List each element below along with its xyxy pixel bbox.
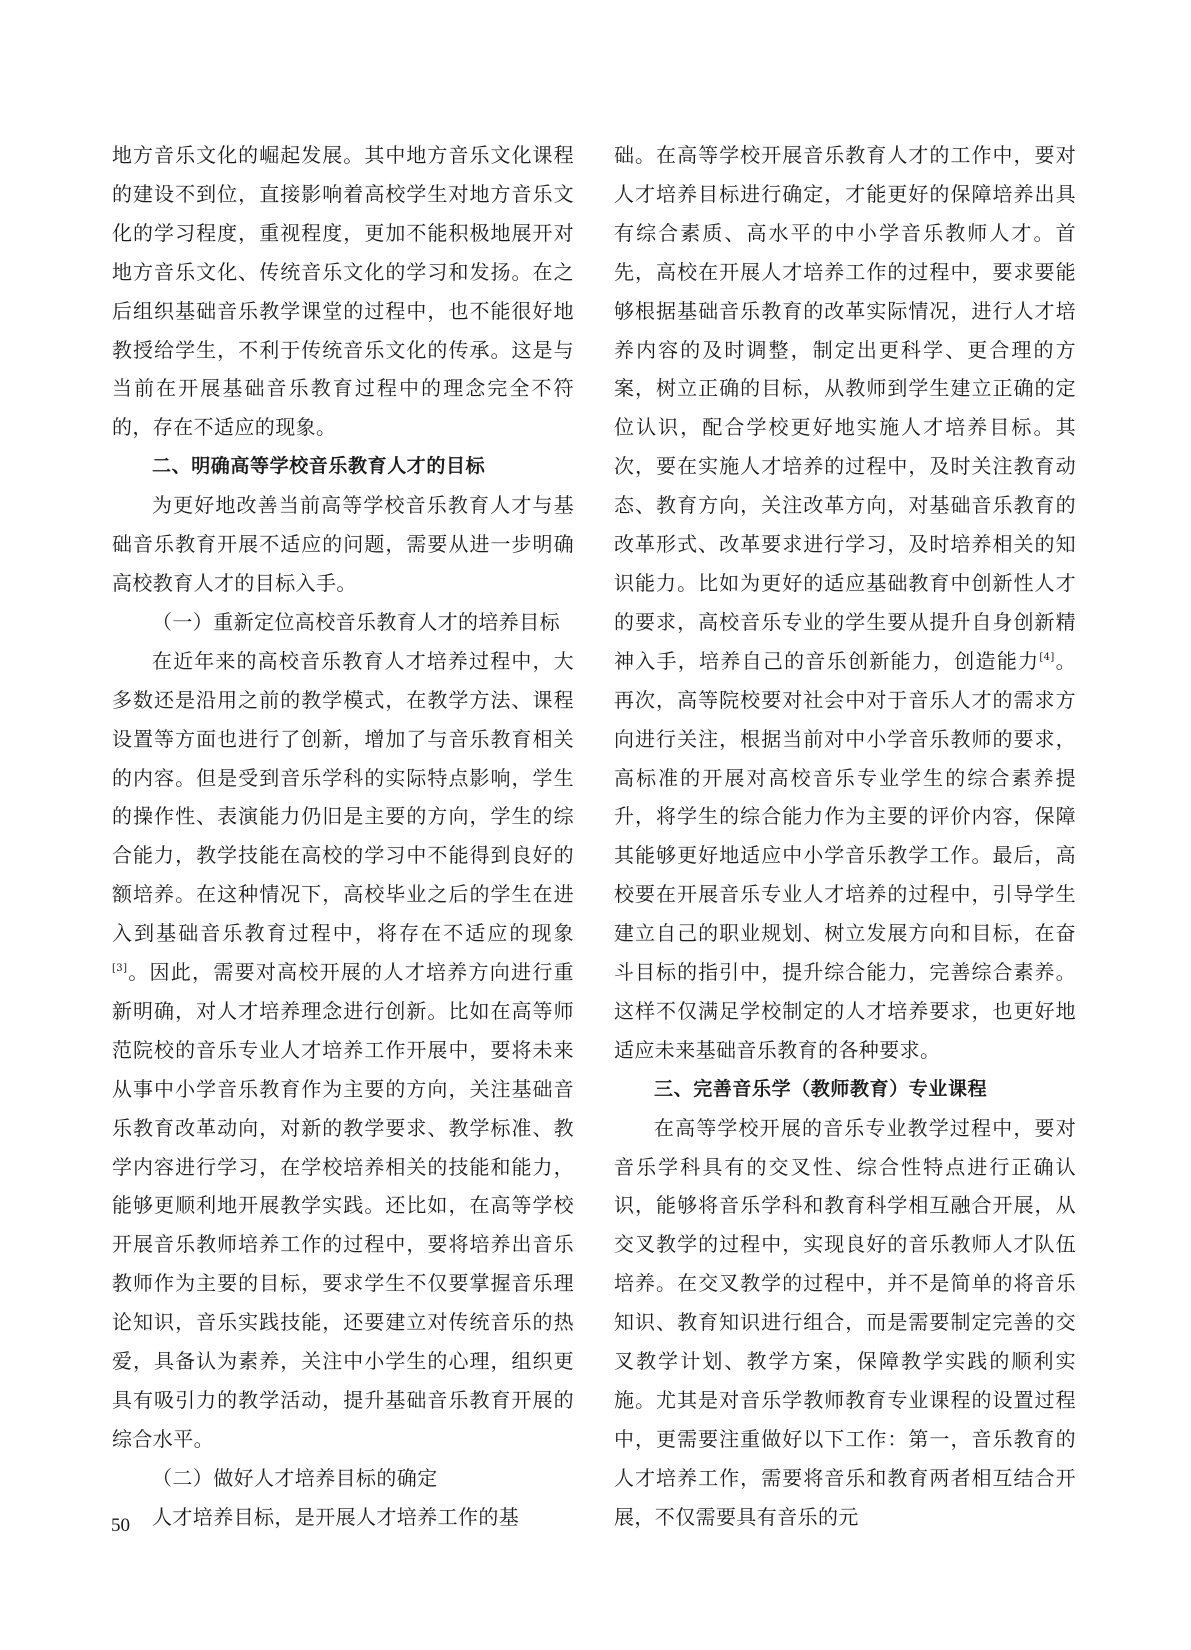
body-paragraph: 人才培养目标，是开展人才培养工作的基	[152, 1504, 520, 1529]
body-paragraph-with-citation	[112, 642, 574, 1459]
right-column	[614, 136, 1076, 1537]
subsection-heading-2: （二）做好人才培养目标的确定	[152, 1465, 438, 1490]
section-heading-2: 二、明确高等学校音乐教育人才的目标	[152, 455, 486, 478]
body-paragraph: 地方音乐文化的崛起发展。其中地方音乐文化课程的建设不到位，直接影响着高校学生对地方音乐文化的学习程度，重视程度，更加不能积极地展开对地方音乐文化、传统音乐文化的学习和发扬。在之后组织基础音乐教学课堂的过程中，也不能很好地教授给学生，不利于传统音乐文化的传承。这是与当前在开展基础音乐教育过程中的理念完全不符的，存在不适应的现象。	[112, 143, 574, 440]
body-paragraph: 为更好地改善当前高等学校音乐教育人才与基础音乐教育开展不适应的问题，需要从进一步明确高校教育人才的目标入手。	[112, 493, 574, 595]
page-number: 50	[111, 1515, 130, 1536]
body-paragraph-with-citation	[614, 136, 1076, 1070]
left-column	[112, 136, 574, 1537]
paragraph-text: 础。在高等学校开展音乐教育人才的工作中，要对人才培养目标进行确定，才能更好的保障培养出具有综合素质、高水平的中小学音乐教师人才。首先，高校在开展人才培养工作的过程中，要求要能够根据基础音乐教育的改革实际情况，进行人才培养内容的及时调整，制定出更科学、更合理的方案，树立正确的目标，从教师到学生建立正确的定位认识，配合学校更好地实施人才培养目标。其次，要在实施人才培养的过程中，及时关注教育动态、教育方向，关注改革方向，对基础音乐教育的改革形式、改革要求进行学习，及时培养相关的知识能力。比如为更好的适应基础教育中创新性人才的要求，高校音乐专业的学生要从提升自身创新精神入手，培养自己的音乐创新能力，创造能力	[614, 143, 1076, 673]
subsection-heading-1: （一）重新定位高校音乐教育人才的培养目标	[152, 609, 560, 634]
paragraph-text: 。因此，需要对高校开展的人才培养方向进行重新明确，对人才培养理念进行创新。比如在高等师范院校的音乐专业人才培养工作开展中，要将未来从事中小学音乐教育作为主要的方向，关注基础音乐教育改革动向，对新的教学要求、教学标准、教学内容进行学习，在学校培养相关的技能和能力，能够更顺利地开展教学实践。还比如，在高等学校开展音乐教师培养工作的过程中，要将培养出音乐教师作为主要的目标，要求学生不仅要掌握音乐理论知识，音乐实践技能，还要建立对传统音乐的热爱，具备认为素养，关注中小学生的心理，组织更具有吸引力的教学活动，提升基础音乐教育开展的综合水平。	[112, 960, 574, 1451]
citation-ref-3: [3]	[112, 963, 128, 975]
body-paragraph: 在高等学校开展的音乐专业教学过程中，要对音乐学科具有的交叉性、综合性特点进行正确认识，能够将音乐学科和教育科学相互融合开展，从交叉教学的过程中，实现良好的音乐教师人才队伍培养。在交叉教学的过程中，并不是简单的将音乐知识、教育知识进行组合，而是需要制定完善的交叉教学计划、教学方案，保障教学实践的顺利实施。尤其是对音乐学教师教育专业课程的设置过程中，更需要注重做好以下工作：第一，音乐教育的人才培养工作，需要将音乐和教育两者相互结合开展，不仅需要具有音乐的元	[614, 1115, 1076, 1529]
citation-ref-4: [4]	[1039, 651, 1055, 663]
paragraph-text: 。再次，高等院校要对社会中对于音乐人才的需求方向进行关注，根据当前对中小学音乐教师的要求，高标准的开展对高校音乐专业学生的综合素养提升，将学生的综合能力作为主要的评价内容，保障其能够更好地适应中小学音乐教学工作。最后，高校要在开展音乐专业人才培养的过程中，引导学生建立自己的职业规划、树立发展方向和目标，在奋斗目标的指引中，提升综合能力，完善综合素养。这样不仅满足学校制定的人才培养要求，也更好地适应未来基础音乐教育的各种要求。	[614, 648, 1077, 1062]
paragraph-text: 在近年来的高校音乐教育人才培养过程中，大多数还是沿用之前的教学模式，在教学方法、课程设置等方面也进行了创新，增加了与音乐教育相关的内容。但是受到音乐学科的实际特点影响，学生的操作性、表演能力仍旧是主要的方向，学生的综合能力，教学技能在高校的学习中不能得到良好的额培养。在这种情况下，高校毕业之后的学生在进入到基础音乐教育过程中，将存在不适应的现象	[112, 648, 574, 946]
section-heading-3: 三、完善音乐学（教师教育）专业课程	[654, 1077, 988, 1100]
